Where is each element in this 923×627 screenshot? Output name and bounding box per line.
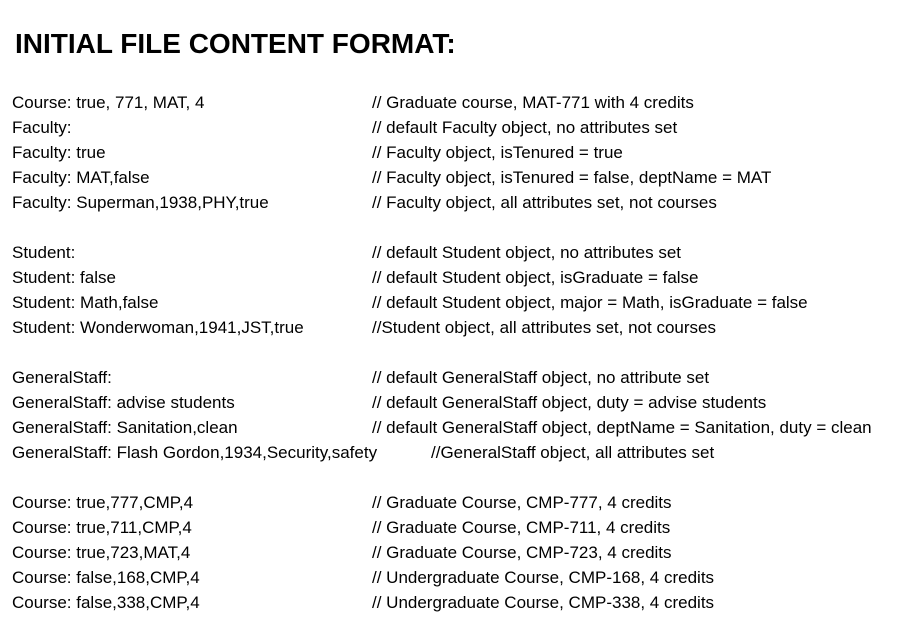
content-line	[12, 440, 917, 465]
line-comment: // Undergraduate Course, CMP-168, 4 credits	[372, 568, 715, 587]
line-comment: // Graduate Course, CMP-777, 4 credits	[372, 493, 672, 512]
line-comment: // Faculty object, isTenured = false, deptName = MAT	[372, 168, 772, 187]
line-code: Faculty: Superman,1938,PHY,true	[12, 193, 269, 212]
line-code: Student: false	[12, 268, 116, 287]
content-line	[12, 315, 917, 340]
line-code: GeneralStaff: advise students	[12, 393, 235, 412]
line-code: Course: true, 771, MAT, 4	[12, 93, 205, 112]
line-comment: // default Faculty object, no attributes set	[372, 118, 678, 137]
line-comment: // default Student object, major = Math, isGraduate = false	[372, 293, 808, 312]
line-code: Student: Math,false	[12, 293, 159, 312]
line-code: Faculty: true	[12, 143, 106, 162]
line-comment: // default GeneralStaff object, duty = advise students	[372, 393, 767, 412]
line-code: Course: true,711,CMP,4	[12, 518, 192, 537]
line-code: Course: false,168,CMP,4	[12, 568, 200, 587]
line-code: GeneralStaff:	[12, 368, 112, 387]
content-line	[12, 240, 917, 265]
content-line	[12, 515, 917, 540]
page-title: INITIAL FILE CONTENT FORMAT:	[15, 28, 456, 59]
content-line	[12, 565, 917, 590]
line-comment: //Student object, all attributes set, not courses	[372, 318, 716, 337]
line-comment: // Graduate course, MAT-771 with 4 credits	[372, 93, 694, 112]
line-code: Student: Wonderwoman,1941,JST,true	[12, 318, 304, 337]
content-line	[12, 115, 917, 140]
content-line	[12, 290, 917, 315]
line-comment: // Undergraduate Course, CMP-338, 4 credits	[372, 593, 715, 612]
line-comment: // default GeneralStaff object, deptName = Sanitation, duty = clean	[372, 418, 872, 437]
line-code: Course: true,777,CMP,4	[12, 493, 194, 512]
content-line	[12, 190, 917, 215]
line-code: Course: false,338,CMP,4	[12, 593, 200, 612]
content-line	[12, 140, 917, 165]
group-spacer	[12, 465, 917, 490]
content-line	[12, 265, 917, 290]
line-code: GeneralStaff: Flash Gordon,1934,Security,safety	[12, 443, 378, 462]
line-comment: // Faculty object, isTenured = true	[372, 143, 623, 162]
content-line	[12, 590, 917, 615]
content-line	[12, 165, 917, 190]
line-code: Faculty: MAT,false	[12, 168, 150, 187]
content-line	[12, 90, 917, 115]
content-line	[12, 390, 917, 415]
line-comment: // default Student object, no attributes set	[372, 243, 682, 262]
line-comment: // Graduate Course, CMP-711, 4 credits	[372, 518, 671, 537]
line-comment: // Faculty object, all attributes set, not courses	[372, 193, 717, 212]
line-comment: // Graduate Course, CMP-723, 4 credits	[372, 543, 672, 562]
line-comment: // default Student object, isGraduate = false	[372, 268, 699, 287]
content-line	[12, 365, 917, 390]
line-code: Student:	[12, 243, 76, 262]
file-content-listing	[12, 90, 917, 615]
line-code: Course: true,723,MAT,4	[12, 543, 191, 562]
line-code: Faculty:	[12, 118, 72, 137]
line-comment: //GeneralStaff object, all attributes set	[431, 443, 715, 462]
content-line	[12, 490, 917, 515]
content-line	[12, 415, 917, 440]
group-spacer	[12, 340, 917, 365]
line-comment: // default GeneralStaff object, no attribute set	[372, 368, 710, 387]
line-code: GeneralStaff: Sanitation,clean	[12, 418, 238, 437]
content-line	[12, 540, 917, 565]
group-spacer	[12, 215, 917, 240]
